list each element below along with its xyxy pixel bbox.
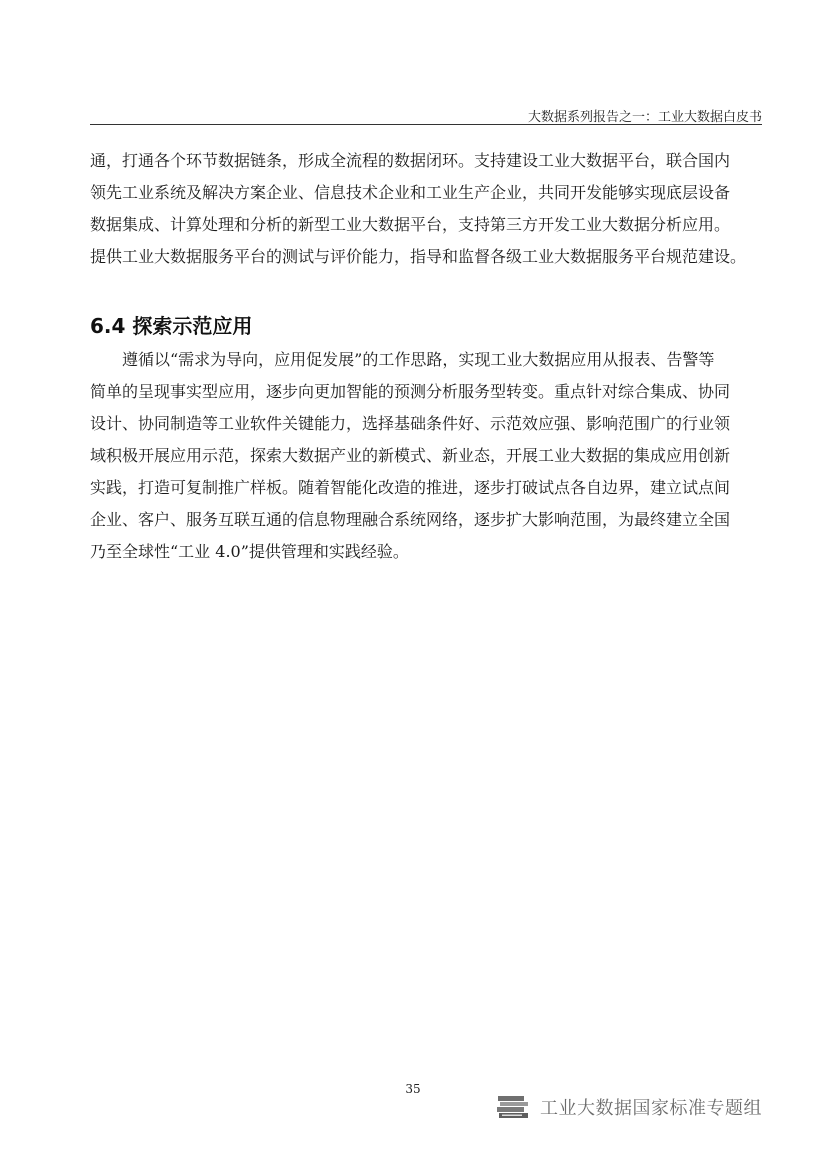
paragraph-line: 域积极开展应用示范，探索大数据产业的新模式、新业态，开展工业大数据的集成应用创新 (90, 446, 731, 465)
paragraph-line: 领先工业系统及解决方案企业、信息技术企业和工业生产企业，共同开发能够实现底层设备 (90, 183, 731, 202)
paragraph-line: 遵循以“需求为导向，应用促发展”的工作思路，实现工业大数据应用从报表、告警等 (90, 350, 715, 369)
header-divider (90, 124, 762, 125)
book-stack-icon (496, 1094, 530, 1120)
running-header: 大数据系列报告之一：工业大数据白皮书 (527, 110, 762, 125)
body-paragraph-2 (90, 344, 770, 568)
paragraph-line: 提供工业大数据服务平台的测试与评价能力，指导和监督各级工业大数据服务平台规范建设。 (90, 247, 747, 266)
paragraph-line: 企业、客户、服务互联互通的信息物理融合系统网络，逐步扩大影响范围，为最终建立全国 (90, 510, 731, 529)
paragraph-line: 设计、协同制造等工业软件关键能力，选择基础条件好、示范效应强、影响范围广的行业领 (90, 414, 731, 433)
paragraph-line: 乃至全球性“工业 4.0”提供管理和实践经验。 (90, 542, 409, 561)
body-paragraph-1 (90, 145, 770, 273)
footer-brand-text: 工业大数据国家标准专题组 (540, 1098, 762, 1119)
paragraph-line: 实践，打造可复制推广样板。随着智能化改造的推进，逐步打破试点各自边界，建立试点间 (90, 478, 731, 497)
page-number: 35 (405, 1082, 421, 1096)
section-heading: 6.4 探索示范应用 (90, 314, 253, 338)
footer-brand (496, 1094, 762, 1120)
paragraph-line: 数据集成、计算处理和分析的新型工业大数据平台，支持第三方开发工业大数据分析应用。 (90, 215, 731, 234)
paragraph-line: 简单的呈现事实型应用，逐步向更加智能的预测分析服务型转变。重点针对综合集成、协同 (90, 382, 731, 401)
paragraph-line: 通，打通各个环节数据链条，形成全流程的数据闭环。支持建设工业大数据平台，联合国内 (90, 151, 731, 170)
